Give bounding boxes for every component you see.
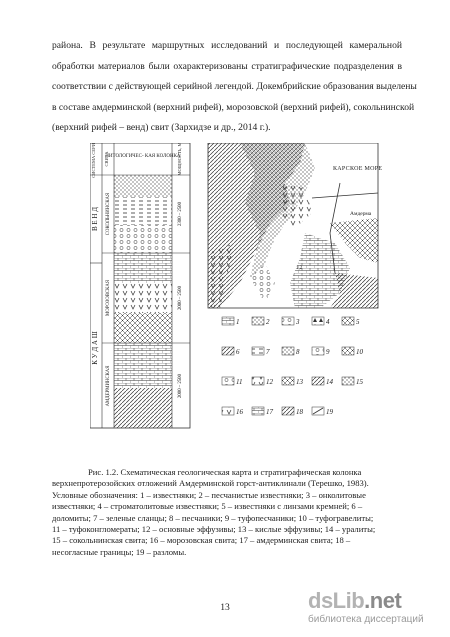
legend-number: 1 bbox=[236, 318, 240, 326]
legend-swatch bbox=[252, 347, 264, 355]
legend-swatch bbox=[342, 317, 354, 325]
body-paragraph bbox=[52, 36, 417, 139]
column-header-lithology: ЛИТОЛОГИЧЕС- КАЯ КОЛОНКА bbox=[105, 154, 181, 159]
watermark-subtitle: библиотека диссертаций bbox=[308, 614, 424, 625]
map-marker-label: 1,2 bbox=[296, 266, 303, 271]
system-lower-label: К У Д А Ш bbox=[91, 331, 99, 365]
legend-swatch bbox=[222, 347, 234, 355]
page-number: 13 bbox=[220, 602, 230, 613]
watermark bbox=[308, 589, 438, 626]
sea-label: КАРСКОЕ МОРЕ bbox=[333, 166, 383, 172]
caption-line: Рис. 1.2. Схематическая геологическая карта и стратиграфическая колонка bbox=[88, 467, 362, 477]
legend-number: 9 bbox=[326, 348, 330, 356]
suite-label: СОКОЛЬНИНСКАЯ bbox=[106, 192, 111, 236]
legend-number: 7 bbox=[266, 348, 270, 356]
body-line: в составе амдерминской (верхний рифей), морозовской (верхний рифей), сокольнинской bbox=[52, 101, 415, 113]
legend-swatch bbox=[252, 377, 264, 385]
column-header-system: СИСТЕМА СЕРИЯ bbox=[91, 143, 96, 178]
legend-swatch bbox=[312, 377, 324, 385]
body-line: обработки материалов были охарактеризованы стратиграфические подразделения в bbox=[52, 60, 402, 72]
caption-line: известняки; 4 – строматолитовые известняки; 5 – известняки с линзами кремней; 6 – bbox=[52, 501, 363, 512]
caption-line: 11 – туфоконгломераты; 12 – основные эффузивы; 13 – кислые эффузивы; 14 – уралиты; bbox=[52, 524, 376, 535]
body-line: района. В результате маршрутных исследований и последующей камеральной bbox=[52, 40, 402, 51]
legend-swatch bbox=[222, 377, 234, 385]
caption-line: доломиты; 7 – зеленые сланцы; 8 – песчаники; 9 – туфопесчаники; 10 – туфогравелиты; bbox=[52, 512, 374, 523]
caption-line: несогласные границы; 19 – разломы. bbox=[52, 546, 187, 557]
legend-number: 17 bbox=[266, 408, 273, 416]
body-line: соответствии с действующей серийной легендой. Докембрийские образования выделены bbox=[52, 81, 417, 92]
column-header-suite: СВИТА bbox=[104, 151, 109, 167]
figure-caption bbox=[52, 467, 404, 558]
legend-swatch bbox=[282, 407, 294, 415]
legend-number: 19 bbox=[326, 408, 333, 416]
system-upper-label: В Е Н Д bbox=[91, 206, 99, 232]
geologic-figure bbox=[90, 143, 390, 478]
map-legend bbox=[222, 317, 364, 416]
legend-number: 5 bbox=[356, 318, 360, 326]
legend-number: 8 bbox=[296, 348, 300, 356]
legend-swatch bbox=[252, 407, 264, 415]
stratigraphic-column bbox=[90, 143, 190, 428]
suite-thickness: 2000 – 2500 bbox=[178, 286, 183, 310]
legend-number: 3 bbox=[296, 318, 300, 326]
legend-number: 10 bbox=[356, 348, 363, 356]
legend-swatch bbox=[282, 347, 294, 355]
legend-number: 6 bbox=[236, 348, 240, 356]
legend-number: 2 bbox=[266, 318, 270, 326]
column-header-thickness: МОЩНОСТЬ, М bbox=[177, 143, 182, 176]
suite-thickness: 2300 – 2500 bbox=[178, 202, 183, 226]
legend-swatch bbox=[282, 317, 294, 325]
legend-number: 16 bbox=[236, 408, 243, 416]
legend-number: 12 bbox=[266, 378, 273, 386]
legend-swatch bbox=[282, 377, 294, 385]
watermark-logo: dsLib.net bbox=[308, 588, 402, 613]
legend-swatch bbox=[312, 317, 324, 325]
caption-line: верхнепротерозойских отложений Амдерминской горст-антиклинали (Терешко, 1983). bbox=[52, 478, 369, 489]
legend-number: 18 bbox=[296, 408, 303, 416]
legend-swatch bbox=[222, 407, 234, 415]
suite-thickness: 2000 – 2500 bbox=[178, 374, 183, 398]
legend-swatch bbox=[342, 347, 354, 355]
suite-label: МОРОЗОВСКАЯ bbox=[106, 279, 111, 317]
caption-line: 15 – сокольнинская свита; 16 – морозовская свита; 17 – амдерминская свита; 18 – bbox=[52, 535, 351, 546]
legend-swatch bbox=[252, 317, 264, 325]
legend-number: 15 bbox=[356, 378, 363, 386]
suite-label: АМДЕРМИНСКАЯ bbox=[106, 365, 111, 407]
legend-swatch bbox=[342, 377, 354, 385]
town-label: Амдерма bbox=[350, 211, 372, 217]
legend-number: 4 bbox=[326, 318, 330, 326]
legend-swatch bbox=[312, 347, 324, 355]
legend-number: 14 bbox=[326, 378, 333, 386]
body-line: (верхний рифей – венд) свит (Зархидзе и др., 2014 г.). bbox=[52, 122, 271, 133]
legend-number: 11 bbox=[236, 378, 243, 386]
legend-swatch bbox=[222, 317, 234, 325]
legend-number: 13 bbox=[296, 378, 303, 386]
caption-line: Условные обозначения: 1 – известняки; 2 – песчанистые известняки; 3 – онколитовые bbox=[52, 489, 366, 500]
geologic-map bbox=[208, 143, 382, 308]
